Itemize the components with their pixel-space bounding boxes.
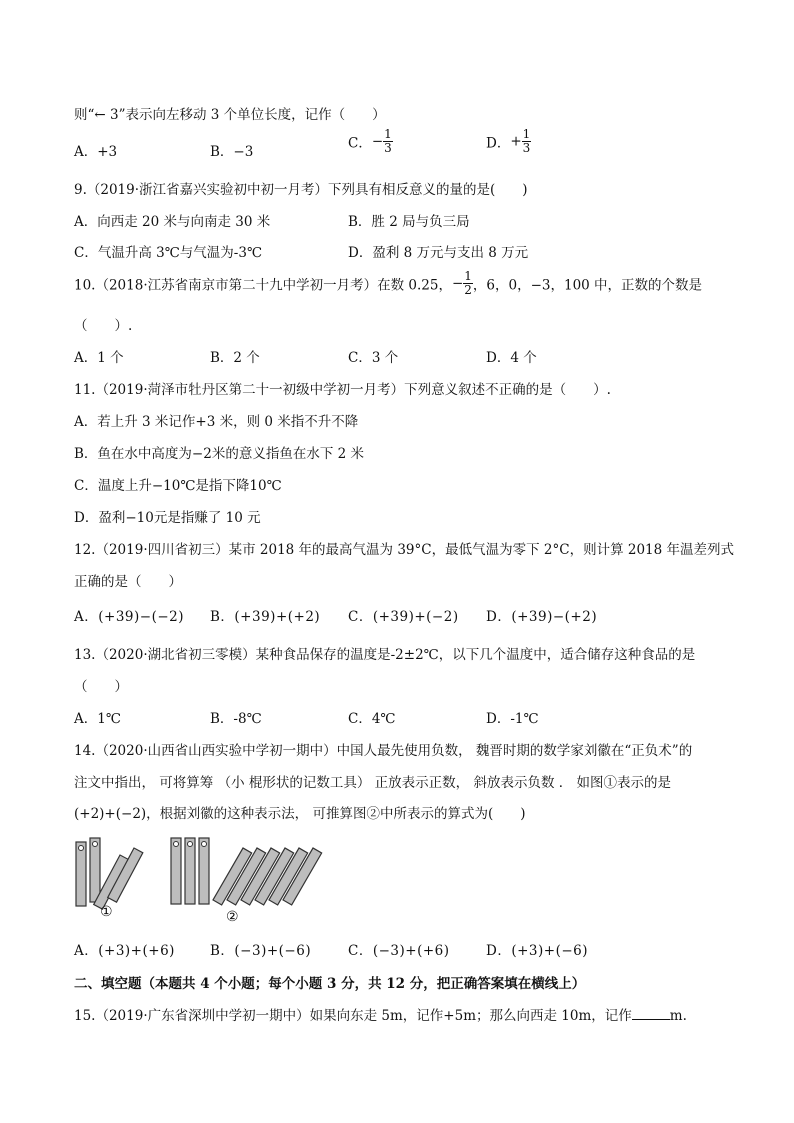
q11-option-d: D．盈利−10元是指赚了 10 元 [74, 510, 261, 526]
q14-option-c: C．(−3)+(+6) [348, 943, 450, 959]
figure-1-counting-rods [70, 830, 160, 910]
q15-stem: 15.（2019·广东省深圳中学初一期中）如果向东走 5m，记作+5m；那么向西走 10m，记作 m. [74, 1008, 687, 1024]
q13-stem-continued: （ ） [74, 679, 128, 695]
q8-option-b: B．−3 [210, 144, 254, 160]
fraction: $\frac{1}{3}$ [384, 127, 392, 155]
q9-option-a: A．向西走 20 米与向南走 30 米 [74, 214, 271, 230]
q10-option-b: B．2 个 [210, 350, 260, 366]
q11-option-b: B．鱼在水中高度为−2米的意义指鱼在水下 2 米 [74, 446, 364, 462]
figure-2-counting-rods [165, 830, 325, 920]
figure-2-label: ② [226, 909, 239, 925]
q9-option-d: D．盈利 8 万元与支出 8 万元 [348, 245, 529, 261]
q8-option-c: C．− $\frac{1}{3}$ [348, 127, 392, 155]
q14-option-b: B．(−3)+(−6) [210, 943, 312, 959]
q13-option-d: D．-1℃ [486, 711, 539, 727]
q12-option-b: B．(+39)+(+2) [210, 609, 321, 625]
q12-stem-continued: 正确的是（ ） [74, 574, 182, 590]
q10-option-a: A．1 个 [74, 350, 124, 366]
fraction: $\frac{1}{2}$ [464, 269, 472, 297]
q11-option-a: A．若上升 3 米记作+3 米，则 0 米指不升不降 [74, 414, 359, 430]
fraction: $\frac{1}{3}$ [522, 127, 531, 155]
q11-stem: 11.（2019·菏泽市牡丹区第二十一初级中学初一月考）下列意义叙述不正确的是（ ）. [74, 382, 611, 398]
q13-option-b: B．-8℃ [210, 711, 262, 727]
q12-option-a: A．(+39)−(−2) [74, 609, 185, 625]
q9-option-b: B．胜 2 局与负三局 [348, 214, 470, 230]
q8-option-d: D．+ $\frac{1}{3}$ [486, 127, 531, 155]
q13-stem: 13.（2020·湖北省初三零模）某种食品保存的温度是-2±2℃，以下几个温度中，适合储存这种食品的是 [74, 647, 696, 663]
q14-stem-line3: (+2)+(−2)，根据刘徽的这种表示法， 可推算图②中所表示的算式为( ) [74, 806, 526, 822]
answer-blank [632, 1007, 670, 1020]
q14-option-a: A．(+3)+(+6) [74, 943, 175, 959]
q13-option-c: C．4℃ [348, 711, 396, 727]
q10-option-c: C．3 个 [348, 350, 399, 366]
section-2-title: 二、填空题（本题共 4 个小题；每个小题 3 分，共 12 分，把正确答案填在横线上） [74, 976, 586, 992]
q12-option-c: C．(+39)+(−2) [348, 609, 459, 625]
q10-stem: 10.（2018·江苏省南京市第二十九中学初一月考）在数 0.25，− $\frac{1}{2}$ ，6，0，−3，100 中，正数的个数是 [74, 269, 703, 297]
q14-option-d: D．(+3)+(−6) [486, 943, 589, 959]
q9-option-c: C．气温升高 3℃与气温为-3℃ [74, 245, 263, 261]
q12-stem: 12.（2019·四川省初三）某市 2018 年的最高气温为 39°C，最低气温为零下 2°C，则计算 2018 年温差列式 [74, 542, 735, 558]
q11-option-c: C．温度上升−10℃是指下降10℃ [74, 478, 282, 494]
q14-stem-line2: 注文中指出， 可将算筹 （小 棍形状的记数工具） 正放表示正数， 斜放表示负数 ． 如图①表示的是 [74, 775, 672, 791]
q10-option-d: D．4 个 [486, 350, 537, 366]
q14-stem: 14.（2020·山西省山西实验中学初一期中）中国人最先使用负数， 魏晋时期的数学家刘徽在“正负术”的 [74, 743, 693, 759]
q12-option-d: D．(+39)−(+2) [486, 609, 598, 625]
q8-stem: 则“← 3”表示向左移动 3 个单位长度，记作（ ） [74, 107, 386, 123]
q8-option-a: A．+3 [74, 144, 118, 160]
q9-stem: 9.（2019·浙江省嘉兴实验初中初一月考）下列具有相反意义的量的是( ) [74, 182, 528, 198]
figure-1-label: ① [100, 904, 113, 920]
q10-stem-continued: （ ）. [74, 318, 133, 334]
q13-option-a: A．1℃ [74, 711, 121, 727]
